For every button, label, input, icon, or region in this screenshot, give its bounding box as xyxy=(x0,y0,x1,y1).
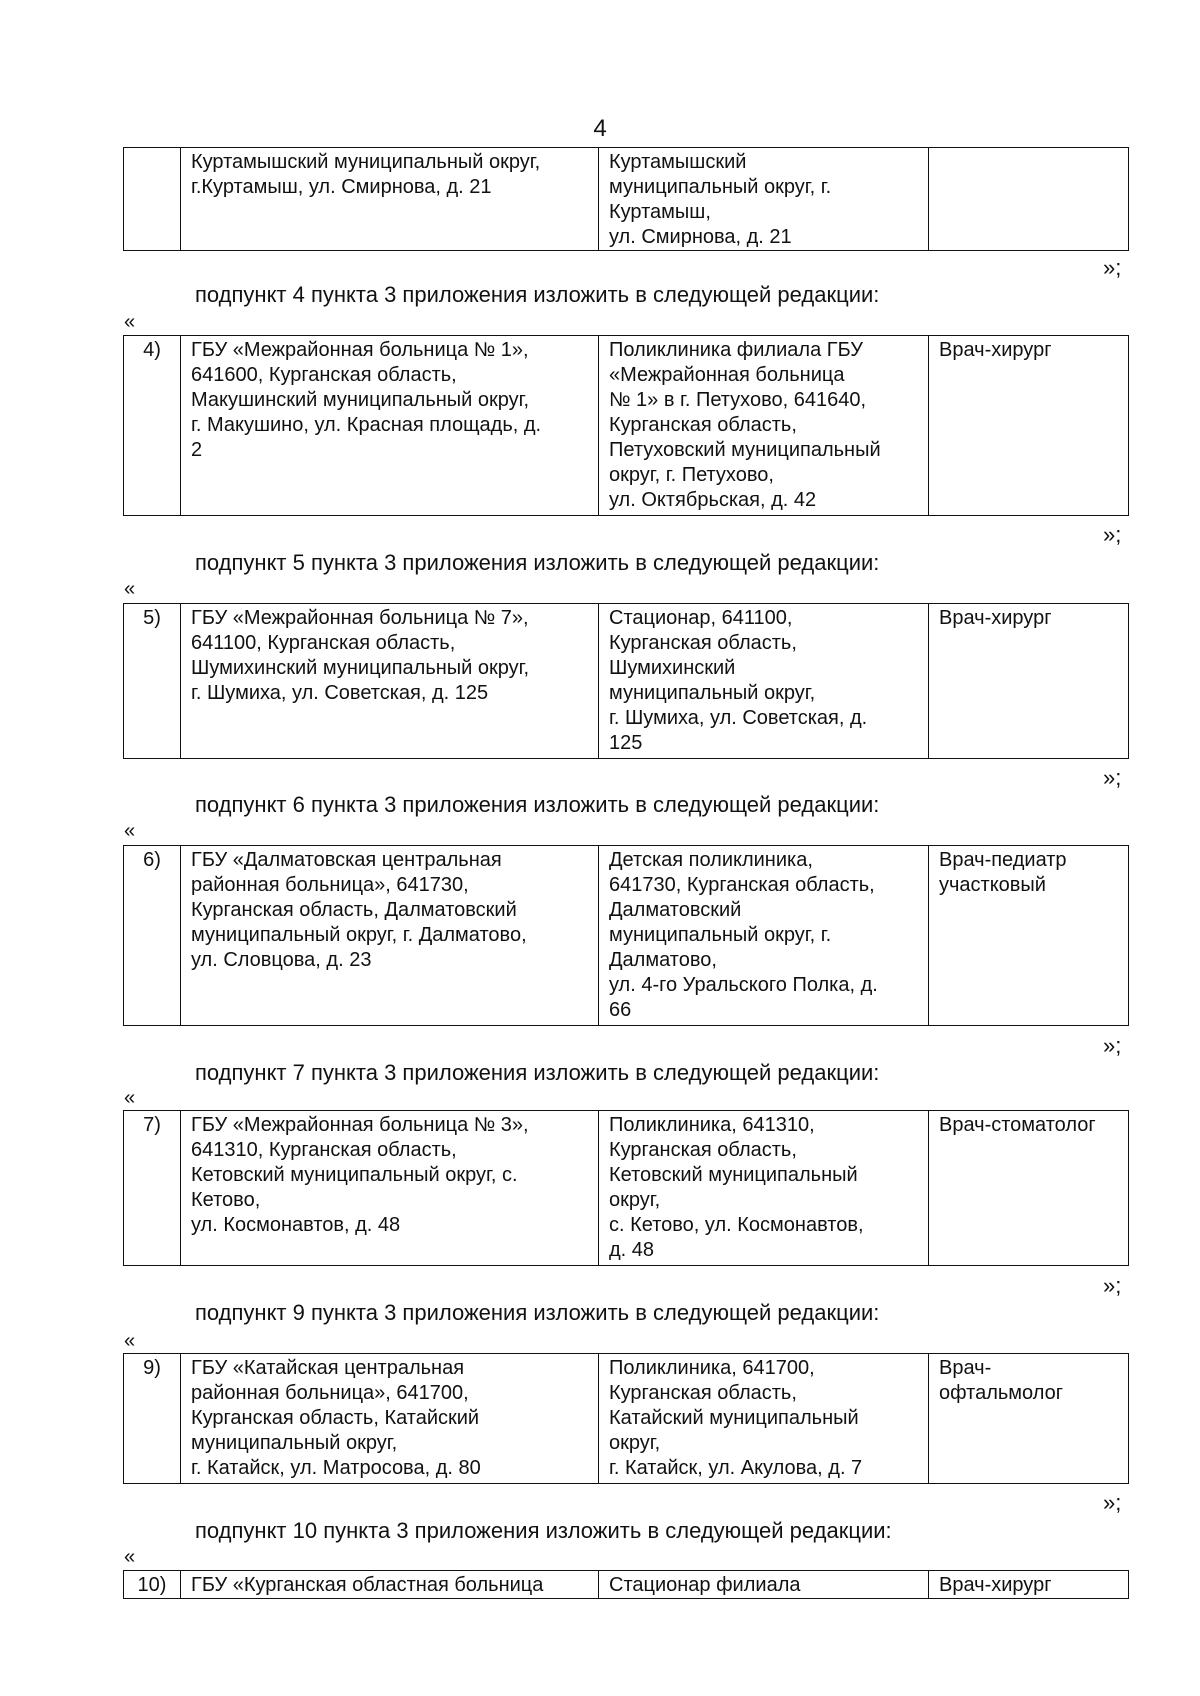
row-number: 5) xyxy=(124,604,181,759)
row-number: 4) xyxy=(124,336,181,516)
subdivision-cell: Стационар, 641100, Курганская область, Шумихинский муниципальный округ, г. Шумиха, ул. Советская, д. 125 xyxy=(599,604,929,759)
subdivision-cell: Куртамышский муниципальный округ, г. Куртамыш, ул. Смирнова, д. 21 xyxy=(599,148,929,251)
organization-cell: ГБУ «Межрайонная больница № 7», 641100, Курганская область, Шумихинский муниципальный округ, г. Шумиха, ул. Советская, д. 125 xyxy=(181,604,599,759)
table-row-item-4 xyxy=(123,335,1129,516)
row-number: 10) xyxy=(124,1571,181,1599)
closing-quote: »; xyxy=(1103,1033,1122,1058)
opening-quote: « xyxy=(124,578,136,600)
table-row-item-6 xyxy=(123,845,1129,1026)
position-cell: Врач-хирург xyxy=(929,604,1129,759)
page-number: 4 xyxy=(593,115,607,142)
opening-quote: « xyxy=(124,1330,136,1352)
opening-quote: « xyxy=(124,820,136,842)
closing-quote: »; xyxy=(1103,1490,1122,1515)
position-cell xyxy=(929,148,1129,251)
position-cell: Врач-хирург xyxy=(929,1571,1129,1599)
position-cell: Врач- офтальмолог xyxy=(929,1354,1129,1484)
opening-quote: « xyxy=(124,1087,136,1109)
closing-quote: »; xyxy=(1103,255,1122,280)
section-intro: подпункт 7 пункта 3 приложения изложить в следующей редакции: xyxy=(195,1060,880,1085)
organization-cell: ГБУ «Межрайонная больница № 1», 641600, Курганская область, Макушинский муниципальный округ, г. Макушино, ул. Красная площадь, д. 2 xyxy=(181,336,599,516)
table-row-item-9 xyxy=(123,1353,1129,1484)
opening-quote: « xyxy=(124,311,136,333)
row-number xyxy=(124,148,181,251)
organization-cell: Куртамышский муниципальный округ, г.Куртамыш, ул. Смирнова, д. 21 xyxy=(181,148,599,251)
section-intro: подпункт 6 пункта 3 приложения изложить в следующей редакции: xyxy=(195,792,880,817)
position-cell: Врач-педиатр участковый xyxy=(929,846,1129,1026)
table-row-item-7 xyxy=(123,1110,1129,1266)
row-number: 7) xyxy=(124,1111,181,1266)
subdivision-cell: Поликлиника, 641310, Курганская область, Кетовский муниципальный округ, с. Кетово, ул. Космонавтов, д. 48 xyxy=(599,1111,929,1266)
position-cell: Врач-стоматолог xyxy=(929,1111,1129,1266)
section-intro: подпункт 4 пункта 3 приложения изложить в следующей редакции: xyxy=(195,282,880,307)
section-intro: подпункт 5 пункта 3 приложения изложить в следующей редакции: xyxy=(195,550,880,575)
closing-quote: »; xyxy=(1103,522,1122,547)
organization-cell: ГБУ «Межрайонная больница № 3», 641310, Курганская область, Кетовский муниципальный округ, с. Кетово, ул. Космонавтов, д. 48 xyxy=(181,1111,599,1266)
organization-cell: ГБУ «Катайская центральная районная больница», 641700, Курганская область, Катайский муниципальный округ, г. Катайск, ул. Матросова, д. 80 xyxy=(181,1354,599,1484)
subdivision-cell: Поликлиника филиала ГБУ «Межрайонная больница № 1» в г. Петухово, 641640, Курганская область, Петуховский муниципальный округ, г. Петухово, ул. Октябрьская, д. 42 xyxy=(599,336,929,516)
table-row-item-10 xyxy=(123,1570,1129,1599)
row-number: 9) xyxy=(124,1354,181,1484)
section-intro: подпункт 10 пункта 3 приложения изложить в следующей редакции: xyxy=(195,1518,892,1543)
row-number: 6) xyxy=(124,846,181,1026)
table-row-item-5 xyxy=(123,603,1129,759)
organization-cell: ГБУ «Далматовская центральная районная больница», 641730, Курганская область, Далматовский муниципальный округ, г. Далматово, ул. Словцова, д. 23 xyxy=(181,846,599,1026)
section-intro: подпункт 9 пункта 3 приложения изложить в следующей редакции: xyxy=(195,1300,880,1325)
closing-quote: »; xyxy=(1103,765,1122,790)
position-cell: Врач-хирург xyxy=(929,336,1129,516)
organization-cell: ГБУ «Курганская областная больница xyxy=(181,1571,599,1599)
subdivision-cell: Детская поликлиника, 641730, Курганская область, Далматовский муниципальный округ, г. Далматово, ул. 4-го Уральского Полка, д. 66 xyxy=(599,846,929,1026)
closing-quote: »; xyxy=(1103,1273,1122,1298)
subdivision-cell: Стационар филиала xyxy=(599,1571,929,1599)
opening-quote: « xyxy=(124,1546,136,1568)
table-row-continuation xyxy=(123,147,1129,251)
subdivision-cell: Поликлиника, 641700, Курганская область, Катайский муниципальный округ, г. Катайск, ул. Акулова, д. 7 xyxy=(599,1354,929,1484)
